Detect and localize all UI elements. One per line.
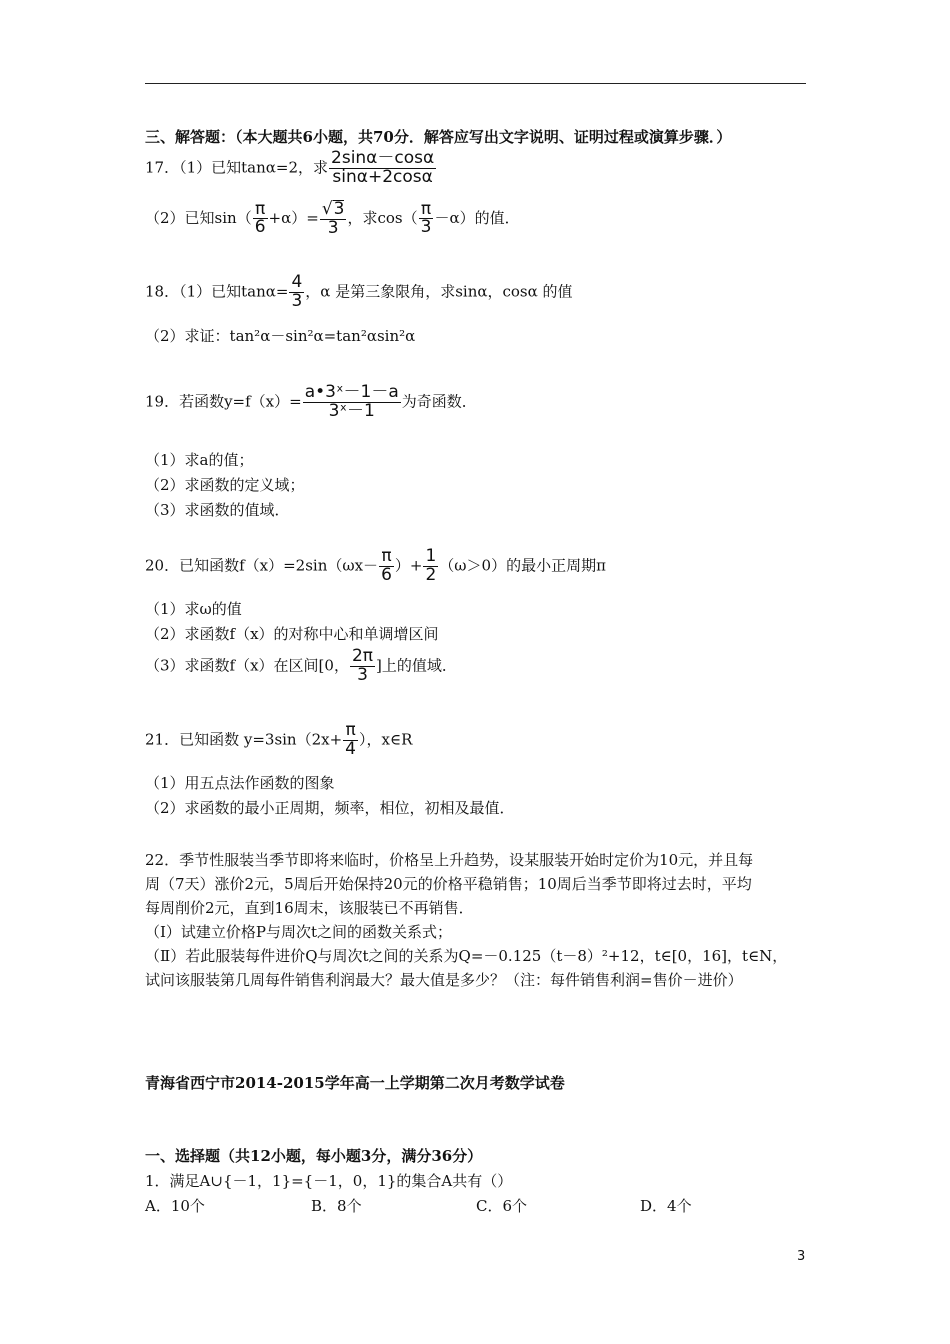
q19-fraction [303, 384, 401, 421]
q21-sub2: （2）求函数的最小正周期，频率，相位，初相及最值． [145, 799, 515, 817]
q20-stem [145, 548, 606, 585]
q19-sub2: （2）求函数的定义域； [145, 476, 305, 494]
q22-line5: （Ⅱ）若此服装每件进价Q与周次t之间的关系为Q=－0.125（t－8）²+12，t∈[0，16]，t∈N， [145, 947, 788, 965]
q17-part1-prefix: 17．（1）已知tanα=2，求 [145, 158, 329, 177]
q17-sqrt3-over-3 [320, 200, 347, 238]
q17-part2-text-a: （2）已知sin（ [145, 208, 252, 227]
fraction-numerator: 1 [425, 546, 437, 566]
q1-option-d: D．4个 [640, 1197, 692, 1215]
fraction-numerator: a•3ˣ－1－a [304, 382, 399, 402]
q21-text-b: ），x∈R [359, 730, 413, 749]
q20-two-pi-over-3 [350, 648, 375, 685]
q21-text-a: 21．已知函数 y=3sin（2x+ [145, 730, 343, 749]
q17-part1 [145, 150, 437, 187]
q19-sub1: （1）求a的值； [145, 451, 254, 469]
fraction-denominator: 3 [420, 217, 432, 238]
q19-text-a: 19．若函数y=f（x）= [145, 392, 302, 411]
q18-part2: （2）求证：tan²α－sin²α=tan²αsin²α [145, 327, 416, 345]
q20-sub3-text-b: ]上的值域． [376, 656, 457, 675]
q17-fraction-numerator: 2sinα－cosα [331, 148, 435, 168]
q20-pi-over-6 [379, 548, 394, 585]
q20-sub3-text-a: （3）求函数f（x）在区间[0， [145, 656, 349, 675]
fraction-numerator: π [253, 201, 268, 220]
q22-line6: 试问该服装第几周每件销售利润最大？最大值是多少？（注：每件销售利润=售价－进价） [145, 971, 743, 989]
q21-stem [145, 722, 412, 759]
q21-sub1: （1）用五点法作函数的图象 [145, 774, 335, 792]
fraction-numerator: √3 [321, 199, 345, 219]
q22-line3: 每周削价2元，直到16周末，该服装已不再销售． [145, 899, 474, 917]
fraction-numerator: 2π [351, 646, 374, 666]
q20-text-b: ）+ [394, 556, 423, 575]
q17-pi-over-6 [253, 198, 268, 238]
page-number: 3 [797, 1249, 806, 1264]
fraction-numerator: π [343, 722, 358, 741]
q18-part1-text-a: 18．（1）已知tanα= [145, 282, 289, 301]
q20-text-a: 20．已知函数f（x）=2sin（ωx－ [145, 556, 379, 575]
q17-part2 [145, 200, 520, 238]
q19-stem [145, 384, 477, 421]
q22-line1: 22．季节性服装当季节即将来临时，价格呈上升趋势，设某服装开始时定价为10元，并且每 [145, 851, 754, 869]
q22-line2: 周（7天）涨价2元，5周后开始保持20元的价格平稳销售；10周后当季节即将过去时，平均 [145, 875, 752, 893]
fraction-denominator: 4 [345, 738, 356, 759]
q20-one-half [423, 548, 438, 585]
q17-fraction [329, 150, 436, 187]
section-1-heading: 一、选择题（共12小题，每小题3分，满分36分） [145, 1147, 483, 1165]
q17-fraction-denominator: sinα+2cosα [332, 166, 433, 187]
fraction-denominator: 3 [357, 664, 368, 685]
fraction-denominator: 3 [327, 217, 339, 238]
header-rule [145, 83, 806, 84]
q19-text-b: 为奇函数． [401, 392, 477, 411]
q22-line4: （Ⅰ）试建立价格P与周次t之间的函数关系式； [145, 923, 453, 941]
q20-sub1: （1）求ω的值 [145, 600, 242, 618]
fraction-numerator: π [379, 548, 394, 567]
q18-part1-text-b: ，α 是第三象限角，求sinα，cosα 的值 [305, 282, 573, 301]
fraction-denominator: 3 [291, 290, 303, 311]
q21-pi-over-4 [343, 722, 358, 759]
q20-text-c: （ω＞0）的最小正周期π [439, 556, 606, 575]
section-3-heading: 三、解答题：（本大题共6小题，共70分．解答应写出文字说明、证明过程或演算步骤．） [145, 128, 732, 146]
q1-option-c: C．6个 [476, 1197, 528, 1215]
q17-part2-text-c: ，求cos（ [347, 208, 418, 227]
sqrt-radicand: 3 [333, 199, 345, 219]
q18-part1 [145, 274, 573, 311]
q1-stem: 1．满足A∪{－1，1}={－1，0，1}的集合A共有（） [145, 1172, 513, 1190]
fraction-denominator: 6 [381, 564, 392, 585]
exam-title: 青海省西宁市2014-2015学年高一上学期第二次月考数学试卷 [145, 1074, 565, 1092]
fraction-denominator: 2 [425, 564, 437, 585]
fraction-numerator: π [419, 201, 434, 220]
q20-sub2: （2）求函数f（x）的对称中心和单调增区间 [145, 625, 439, 643]
q17-pi-over-3 [419, 198, 434, 238]
fraction-denominator: 6 [254, 217, 266, 238]
fraction-numerator: 4 [291, 272, 303, 292]
fraction-denominator: 3ˣ－1 [328, 400, 375, 421]
q17-part2-text-b: +α）= [268, 208, 319, 227]
q1-option-a: A．10个 [145, 1197, 205, 1215]
q17-part2-text-d: －α）的值． [434, 208, 520, 227]
q1-option-b: B．8个 [311, 1197, 362, 1215]
q19-sub3: （3）求函数的值域． [145, 501, 290, 519]
q18-four-thirds [289, 274, 304, 311]
q20-sub3 [145, 648, 457, 685]
